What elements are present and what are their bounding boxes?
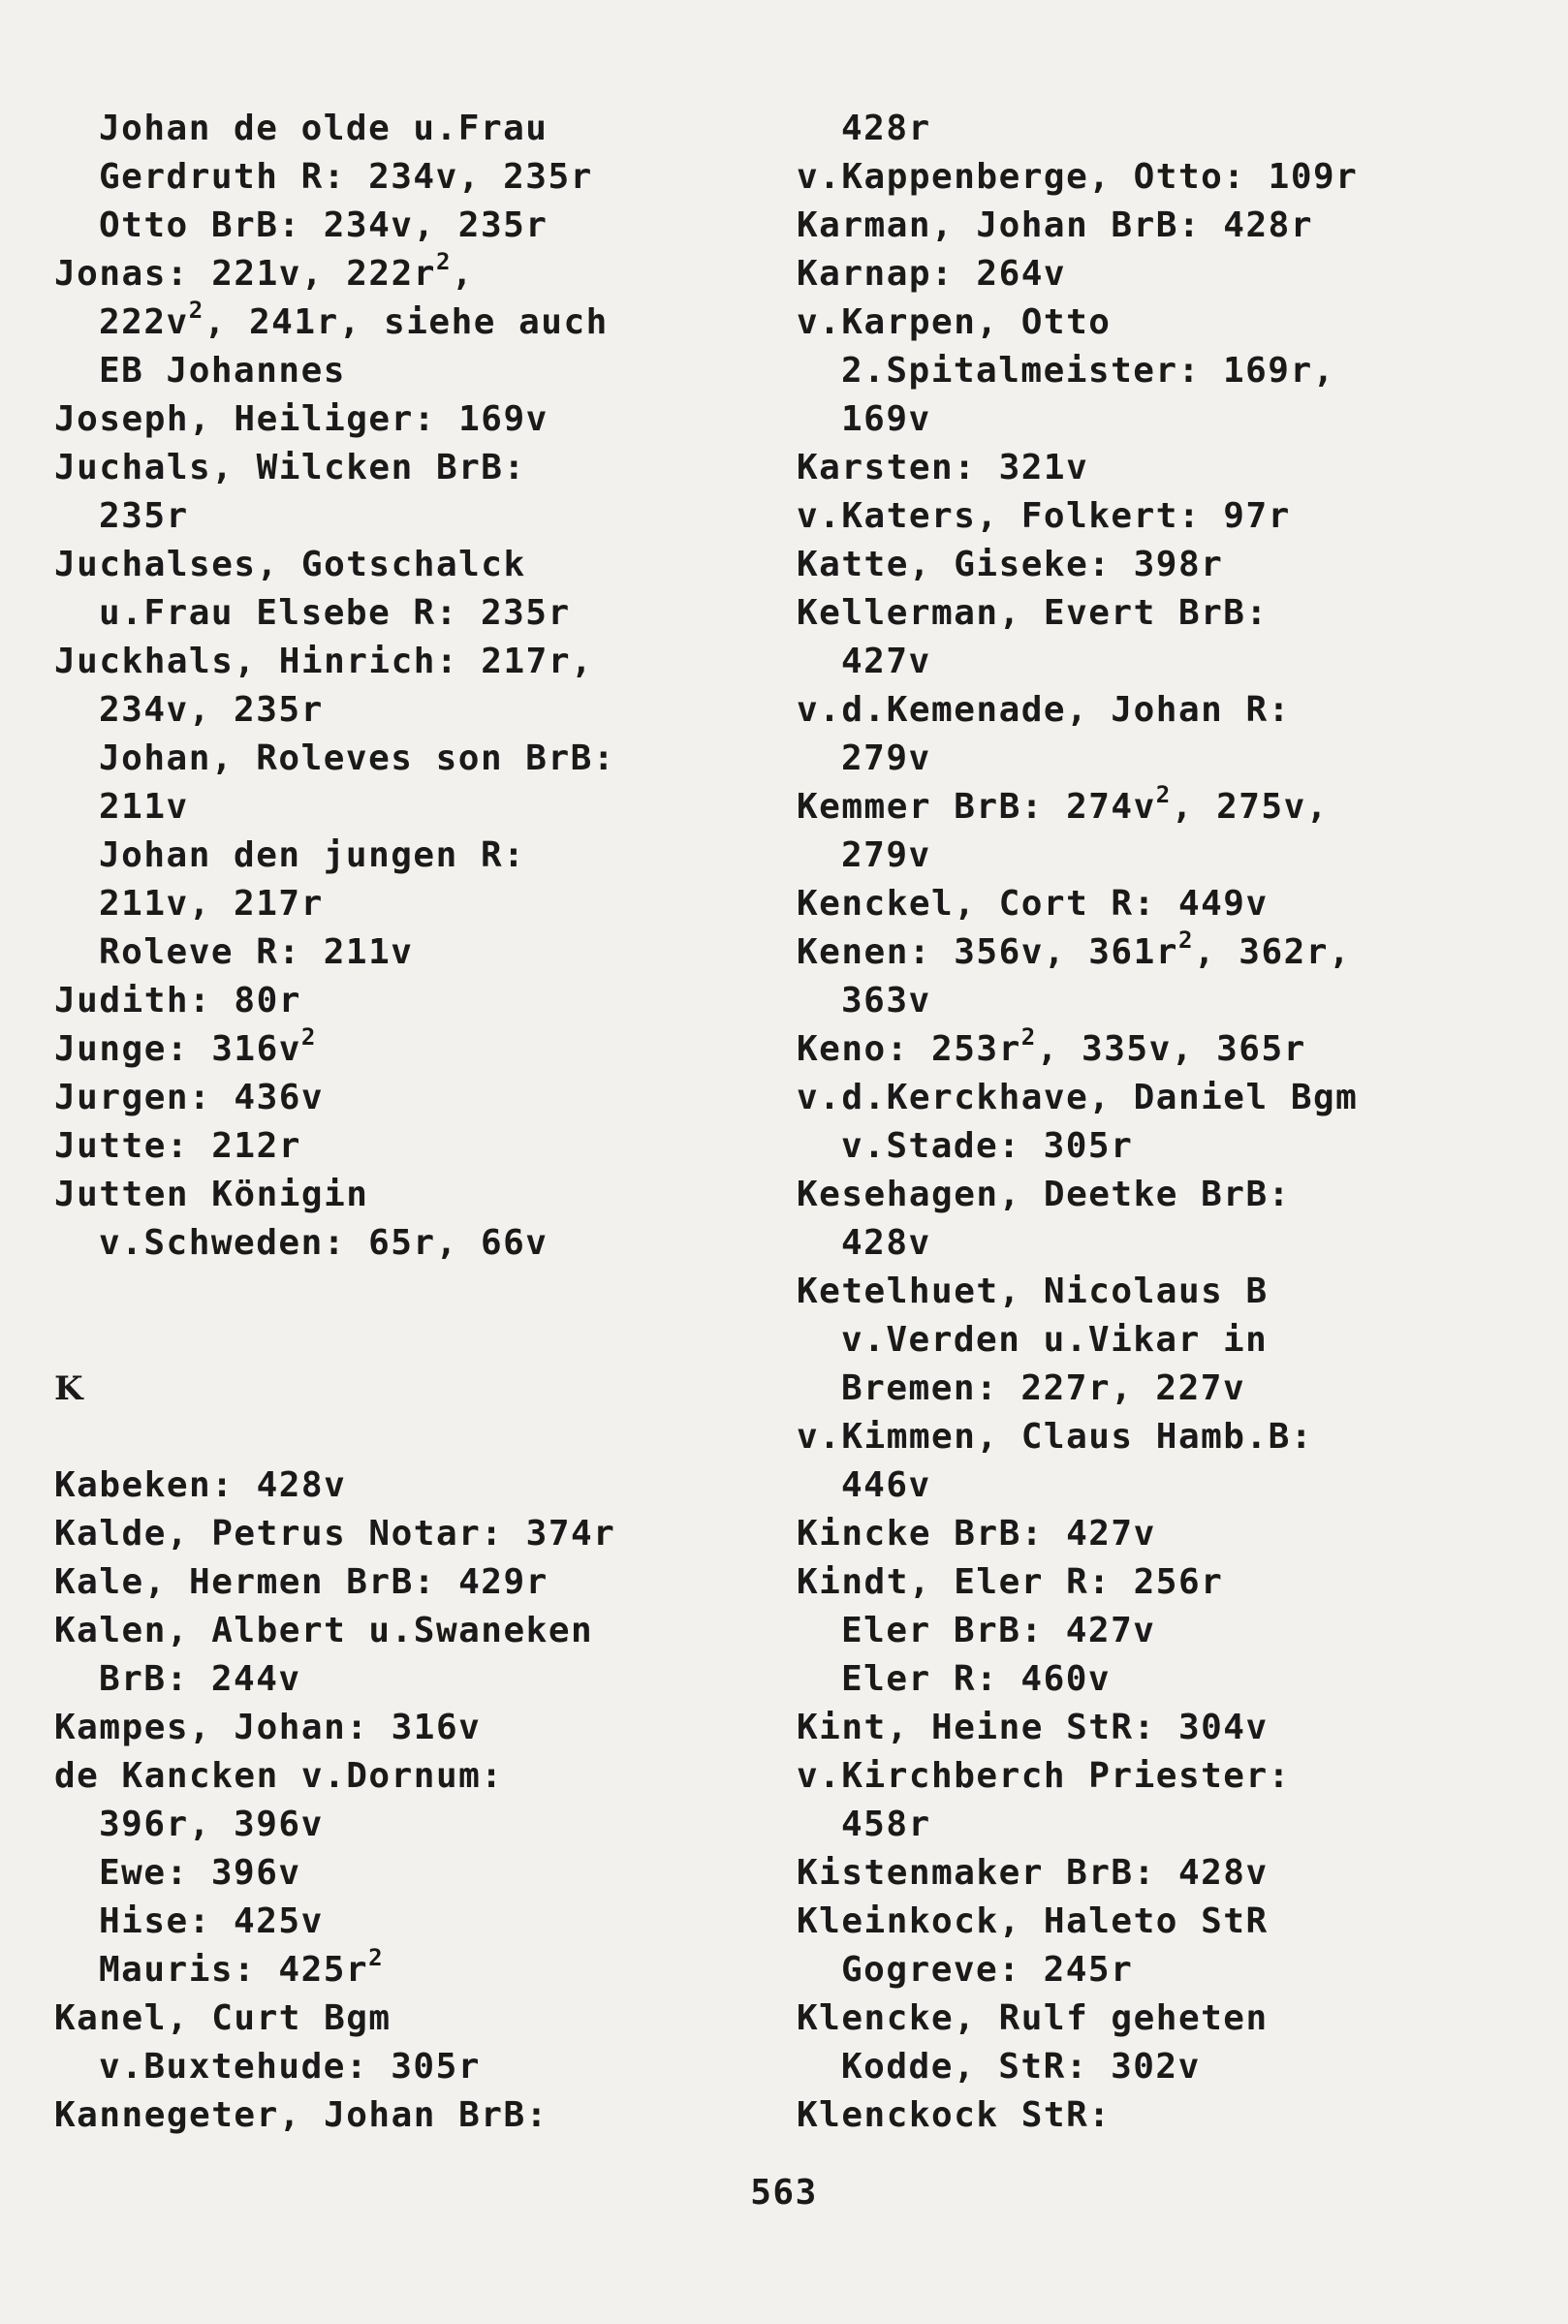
index-entry — [797, 1074, 1494, 1122]
entry-text: v.Kappenberge, Otto: 109r — [797, 157, 1359, 197]
entry-superscript: 2 — [300, 1023, 317, 1051]
entry-superscript: 2 — [1177, 926, 1194, 954]
entry-text: 428v — [841, 1223, 931, 1263]
index-subentry — [797, 347, 1494, 395]
page-number: 563 — [750, 2173, 818, 2213]
entry-text: Johan, Roleves son BrB: — [99, 738, 615, 778]
entry-text: 211v, 217r — [99, 884, 324, 924]
entry-text: Kenckel, Cort R: 449v — [797, 884, 1269, 924]
section-letter: K — [54, 1369, 85, 1408]
entry-text: Bremen: 227r, 227v — [841, 1368, 1246, 1408]
entry-text: v.Kimmen, Claus Hamb.B: — [797, 1417, 1313, 1457]
entry-text: Roleve R: 211v — [99, 932, 414, 972]
index-subentry — [54, 202, 733, 250]
entry-text: Otto BrB: 234v, 235r — [99, 205, 549, 245]
index-subentry — [797, 1365, 1494, 1413]
entry-text: v.Verden u.Vikar in — [841, 1320, 1269, 1360]
entry-text: Kampes, Johan: 316v — [54, 1708, 482, 1747]
entry-text: Karsten: 321v — [797, 448, 1089, 487]
index-subentry — [797, 1655, 1494, 1704]
index-entry — [797, 153, 1494, 202]
entry-text: 363v — [841, 981, 931, 1021]
entry-text: Eler BrB: 427v — [841, 1611, 1156, 1650]
index-subentry — [54, 153, 733, 202]
index-subentry — [797, 395, 1494, 444]
index-column-left — [54, 105, 733, 2140]
index-subentry — [54, 492, 733, 541]
entry-text: Kemmer BrB: 274v — [797, 787, 1156, 827]
entry-text: v.Katers, Folkert: 97r — [797, 496, 1291, 536]
index-subentry — [797, 1607, 1494, 1655]
entry-continuation: , 241r, siehe auch — [204, 302, 609, 342]
entry-text: Jutten Königin — [54, 1175, 369, 1214]
entry-text: Katte, Giseke: 398r — [797, 545, 1224, 584]
entry-text: Karman, Johan BrB: 428r — [797, 205, 1313, 245]
index-subentry — [54, 1898, 733, 1946]
entry-text: Karnap: 264v — [797, 254, 1067, 294]
entry-text: Ewe: 396v — [99, 1853, 301, 1893]
index-subentry — [797, 1122, 1494, 1171]
index-entry — [797, 880, 1494, 928]
index-entry — [797, 1413, 1494, 1461]
entry-text: Mauris: 425r — [99, 1950, 369, 1990]
index-entry — [797, 298, 1494, 347]
entry-text: Jutte: 212r — [54, 1126, 301, 1166]
entry-text: v.d.Kemenade, Johan R: — [797, 690, 1291, 730]
entry-text: Kint, Heine StR: 304v — [797, 1708, 1269, 1747]
entry-text: v.Schweden: 65r, 66v — [99, 1223, 549, 1263]
entry-text: v.Karpen, Otto — [797, 302, 1112, 342]
entry-text: u.Frau Elsebe R: 235r — [99, 593, 571, 633]
entry-text: Ketelhuet, Nicolaus B — [797, 1272, 1269, 1311]
entry-text: Klencke, Rulf geheten — [797, 1998, 1269, 2038]
index-column-right — [797, 105, 1494, 2140]
entry-text: Kenen: 356v, 361r — [797, 932, 1178, 972]
index-subentry — [54, 1946, 733, 1994]
index-entry — [54, 1752, 733, 1801]
index-subentry — [54, 928, 733, 977]
entry-text: Kleinkock, Haleto StR — [797, 1901, 1269, 1941]
entry-superscript: 2 — [1155, 781, 1172, 808]
index-subentry — [797, 638, 1494, 686]
entry-text: EB Johannes — [99, 351, 346, 391]
entry-text: Kabeken: 428v — [54, 1465, 347, 1505]
index-subentry — [797, 1461, 1494, 1510]
index-entry — [797, 1558, 1494, 1607]
index-subentry — [54, 105, 733, 153]
index-entry — [54, 250, 733, 298]
entry-text: Judith: 80r — [54, 981, 301, 1021]
index-subentry — [54, 1801, 733, 1849]
entry-text: 428r — [841, 109, 931, 148]
entry-superscript: 2 — [188, 297, 204, 324]
index-entry — [54, 1413, 733, 1461]
entry-text: Johan den jungen R: — [99, 835, 526, 875]
index-entry — [797, 541, 1494, 589]
entry-text: 169v — [841, 399, 931, 439]
index-entry — [797, 1994, 1494, 2043]
entry-text: Joseph, Heiliger: 169v — [54, 399, 549, 439]
entry-text: Gerdruth R: 234v, 235r — [99, 157, 593, 197]
entry-text: 2.Spitalmeister: 169r, — [841, 351, 1335, 391]
entry-text: Kindt, Eler R: 256r — [797, 1562, 1224, 1602]
index-entry — [54, 2091, 733, 2140]
entry-text: 234v, 235r — [99, 690, 324, 730]
index-entry — [797, 444, 1494, 492]
entry-text: Johan de olde u.Frau — [99, 109, 549, 148]
index-subentry — [797, 1946, 1494, 1994]
entry-text: Keno: 253r — [797, 1029, 1021, 1069]
entry-text: 279v — [841, 835, 931, 875]
entry-text: 446v — [841, 1465, 931, 1505]
entry-text: Junge: 316v — [54, 1029, 301, 1069]
index-subentry — [54, 735, 733, 783]
index-subentry — [797, 1219, 1494, 1268]
entry-text: Kellerman, Evert BrB: — [797, 593, 1269, 633]
index-entry — [54, 638, 733, 686]
index-entry — [797, 202, 1494, 250]
index-entry — [797, 928, 1494, 977]
index-entry — [797, 1171, 1494, 1219]
entry-superscript: 2 — [368, 1944, 385, 1971]
section-spacer — [54, 1268, 733, 1365]
index-entry — [797, 492, 1494, 541]
entry-text: BrB: 244v — [99, 1659, 301, 1699]
entry-text: v.d.Kerckhave, Daniel Bgm — [797, 1078, 1359, 1117]
index-subentry — [54, 686, 733, 735]
index-entry — [797, 1704, 1494, 1752]
index-subentry — [54, 347, 733, 395]
entry-text: v.Buxtehude: 305r — [99, 2047, 481, 2087]
index-entry — [54, 1704, 733, 1752]
entry-text: Kalde, Petrus Notar: 374r — [54, 1514, 616, 1554]
index-entry — [797, 2091, 1494, 2140]
entry-text: v.Stade: 305r — [841, 1126, 1134, 1166]
entry-text: Gogreve: 245r — [841, 1950, 1134, 1990]
index-subentry — [54, 880, 733, 928]
entry-text: 222v — [99, 302, 189, 342]
index-entry — [797, 1898, 1494, 1946]
index-subentry — [797, 105, 1494, 153]
index-entry — [797, 686, 1494, 735]
index-entry — [797, 1268, 1494, 1316]
entry-text: Jonas: 221v, 222r — [54, 254, 436, 294]
index-entry — [797, 1510, 1494, 1558]
index-subentry — [797, 832, 1494, 880]
entry-text: Kalen, Albert u.Swaneken — [54, 1611, 594, 1650]
index-subentry — [797, 2043, 1494, 2091]
index-subentry — [54, 1655, 733, 1704]
index-entry — [797, 250, 1494, 298]
index-subentry — [797, 977, 1494, 1025]
index-entry — [797, 1849, 1494, 1898]
index-entry — [54, 541, 733, 589]
entry-continuation: , 335v, 365r — [1036, 1029, 1306, 1069]
entry-text: Kincke BrB: 427v — [797, 1514, 1156, 1554]
index-entry — [54, 1025, 733, 1074]
entry-text: Kale, Hermen BrB: 429r — [54, 1562, 549, 1602]
index-subentry — [54, 1219, 733, 1268]
entry-continuation: , — [451, 254, 475, 294]
entry-text: Juchals, Wilcken BrB: — [54, 448, 526, 487]
index-entry — [54, 1171, 733, 1219]
entry-text: Hise: 425v — [99, 1901, 324, 1941]
index-entry — [54, 1607, 733, 1655]
entry-text: Jurgen: 436v — [54, 1078, 325, 1117]
index-entry — [54, 1510, 733, 1558]
entry-text: de Kancken v.Dornum: — [54, 1756, 504, 1796]
index-entry — [54, 1074, 733, 1122]
index-entry — [797, 1025, 1494, 1074]
entry-text: Eler R: 460v — [841, 1659, 1112, 1699]
index-subentry — [797, 1801, 1494, 1849]
entry-text: Kanel, Curt Bgm — [54, 1998, 392, 2038]
entry-text: 211v — [99, 787, 189, 827]
index-subentry — [54, 589, 733, 638]
entry-text: 279v — [841, 738, 931, 778]
entry-continuation: , 275v, — [1171, 787, 1329, 827]
index-subentry — [54, 1849, 733, 1898]
entry-text: Juckhals, Hinrich: 217r, — [54, 642, 594, 681]
index-entry — [797, 783, 1494, 832]
index-subentry — [797, 1316, 1494, 1365]
entry-text: 427v — [841, 642, 931, 681]
entry-text: 458r — [841, 1805, 931, 1844]
entry-text: Kannegeter, Johan BrB: — [54, 2095, 549, 2135]
index-subentry — [797, 735, 1494, 783]
index-entry — [797, 589, 1494, 638]
entry-superscript: 2 — [1020, 1023, 1037, 1051]
entry-text: 396r, 396v — [99, 1805, 324, 1844]
index-entry — [54, 444, 733, 492]
entry-text: Klenckock StR: — [797, 2095, 1112, 2135]
index-entry — [54, 1122, 733, 1171]
entry-text: Kistenmaker BrB: 428v — [797, 1853, 1269, 1893]
index-entry — [54, 977, 733, 1025]
index-subentry — [54, 2043, 733, 2091]
entry-continuation: , 362r, — [1193, 932, 1352, 972]
entry-text: Kesehagen, Deetke BrB: — [797, 1175, 1291, 1214]
index-subentry — [54, 298, 733, 347]
index-subentry — [54, 832, 733, 880]
entry-text: Juchalses, Gotschalck — [54, 545, 526, 584]
index-entry — [797, 1752, 1494, 1801]
index-subentry — [54, 783, 733, 832]
entry-text: 235r — [99, 496, 189, 536]
index-entry — [54, 1461, 733, 1510]
entry-superscript: 2 — [435, 248, 452, 275]
index-entry — [54, 1558, 733, 1607]
entry-text: v.Kirchberch Priester: — [797, 1756, 1291, 1796]
index-entry — [54, 1994, 733, 2043]
entry-text: Kodde, StR: 302v — [841, 2047, 1201, 2087]
index-entry — [54, 395, 733, 444]
